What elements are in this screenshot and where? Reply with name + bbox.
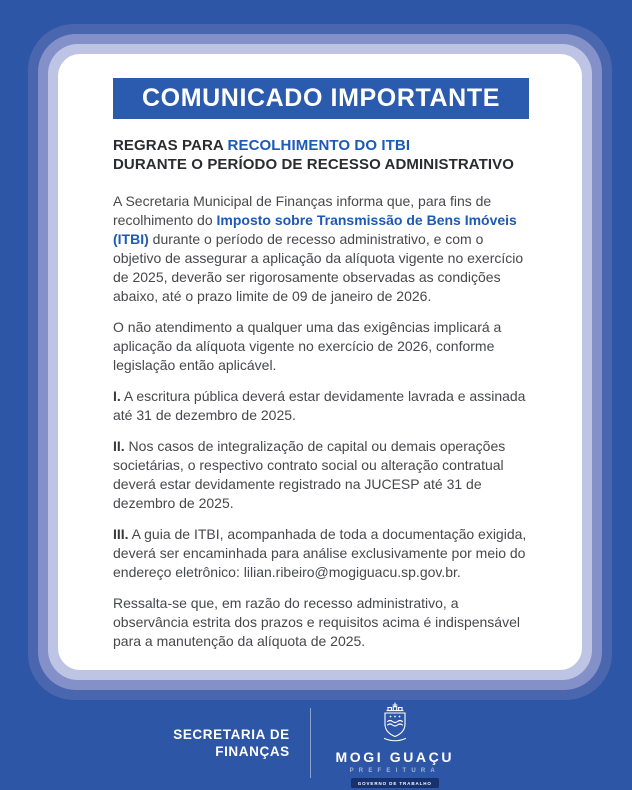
mogi-guacu-crest-icon — [378, 702, 412, 747]
government-badge: GOVERNO DE TRABALHO — [351, 778, 439, 788]
card-outer-frame — [28, 24, 612, 700]
rule-item-2-marker: II. — [113, 438, 125, 454]
org-label: PREFEITURA — [349, 768, 440, 774]
intro-itbi-highlight: Imposto sobre Transmissão de Bens Imóveis (ITBI) — [113, 212, 517, 247]
heading-line1 — [113, 136, 529, 155]
rule-item-3-marker: III. — [113, 526, 129, 542]
department-line2: FINANÇAS — [215, 744, 290, 759]
rule-item-3 — [113, 525, 529, 582]
paragraph-warning: O não atendimento a qualquer uma das exigências implicará a aplicação da alíquota vigente no exercício de 2026, conforme legislação então aplicável. — [113, 319, 502, 373]
rule-item-1 — [113, 387, 529, 425]
heading-line2: DURANTE O PERÍODO DE RECESSO ADMINISTRATIVO — [113, 156, 514, 173]
banner — [113, 78, 529, 119]
card-middle-frame — [38, 34, 602, 690]
city-name: MOGI GUAÇU — [335, 749, 455, 765]
banner-title: COMUNICADO IMPORTANTE — [142, 84, 500, 112]
paragraph-closing: Ressalta-se que, em razão do recesso administrativo, a observância estrita dos prazos e requisitos acima é indispensável para a manutenção da alíquota de 2025. — [113, 595, 520, 649]
department-line1: SECRETARIA DE — [173, 727, 290, 742]
heading-line1-prefix: REGRAS PARA — [113, 137, 228, 154]
notice-heading — [113, 136, 529, 174]
card-inner-frame — [48, 44, 592, 680]
city-logo — [331, 702, 459, 788]
rule-item-1-marker: I. — [113, 388, 121, 404]
department-name — [173, 726, 290, 760]
rule-item-1-text: A escritura pública deverá estar devidamente lavrada e assinada até 31 de dezembro de 2025. — [113, 388, 526, 423]
paragraph-intro — [113, 192, 529, 306]
notice-card — [58, 54, 582, 670]
intro-text-before: A Secretaria Municipal de Finanças informa que, para fins de recolhimento do — [113, 193, 492, 228]
footer — [0, 696, 632, 790]
rule-item-3-text: A guia de ITBI, acompanhada de toda a documentação exigida, deverá ser encaminhada para análise exclusivamente por meio do endereço eletrônico: lilian.ribeiro@mogiguacu.sp.gov.br. — [113, 526, 527, 580]
rule-item-2-text: Nos casos de integralização de capital ou demais operações societárias, o respectivo contrato social ou alteração contratual deverá estar devidamente registrado na JUCESP até 31 de dezembro de 2025. — [113, 438, 506, 511]
footer-divider — [310, 708, 311, 778]
heading-line1-highlight: RECOLHIMENTO DO ITBI — [227, 137, 411, 154]
rule-item-2 — [113, 437, 529, 513]
intro-text-after: durante o período de recesso administrativo, e com o objetivo de assegurar a aplicação da alíquota vigente no exercício de 2025, deverão ser rigorosamente observadas as condições abaixo, até o prazo limite de 09 de janeiro de 2026. — [113, 231, 524, 304]
